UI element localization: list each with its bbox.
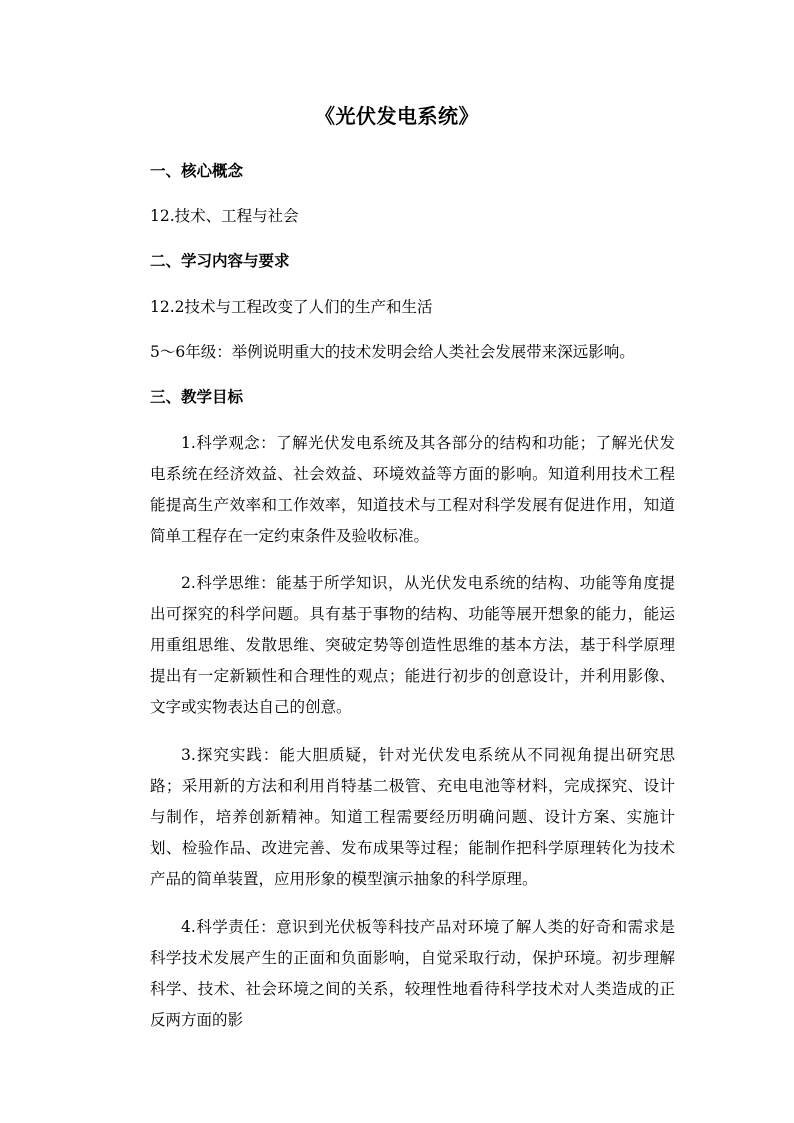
section-heading-core-concept: 一、核心概念 <box>150 161 244 180</box>
goal-paragraph-1: 1.科学观念：了解光伏发电系统及其各部分的结构和功能；了解光伏发电系统在经济效益、社会效益、环境效益等方面的影响。知道利用技术工程能提高生产效率和工作效率，知道技术与工程对科学发展有促进作用，知道简单工程存在一定约束条件及验收标准。 <box>150 434 675 545</box>
learning-content-line-1: 12.2技术与工程改变了人们的生产和生活 <box>150 298 433 316</box>
goal-paragraph-3: 3.探究实践：能大胆质疑，针对光伏发电系统从不同视角提出研究思路；采用新的方法和利用肖特基二极管、充电电池等材料，完成探究、设计与制作，培养创新精神。知道工程需要经历明确问题、设计方案、实施计划、检验作品、改进完善、发布成果等过程；能制作把科学原理转化为技术产品的简单装置，应用形象的模型演示抽象的科学原理。 <box>150 746 675 888</box>
section-heading-learning-content: 二、学习内容与要求 <box>150 251 290 270</box>
goal-paragraph-2: 2.科学思维：能基于所学知识，从光伏发电系统的结构、功能等角度提出可探究的科学问题。具有基于事物的结构、功能等展开想象的能力，能运用重组思维、发散思维、突破定势等创造性思维的基本方法，基于科学原理提出有一定新颖性和合理性的观点；能进行初步的创意设计，并利用影像、文字或实物表达自己的创意。 <box>150 574 675 716</box>
core-concept-text: 12.技术、工程与社会 <box>150 207 299 225</box>
learning-content-line-2: 5～6年级：举例说明重大的技术发明会给人类社会发展带来深远影响。 <box>150 343 635 361</box>
goal-paragraph-4: 4.科学责任：意识到光伏板等科技产品对环境了解人类的好奇和需求是科学技术发展产生的正面和负面影响，自觉采取行动，保护环境。初步理解科学、技术、社会环境之间的关系，较理性地看待科学技术对人类造成的正反两方面的影 <box>150 918 675 1029</box>
document-title: 《光伏发电系统》 <box>315 104 479 128</box>
section-heading-teaching-goals: 三、教学目标 <box>150 387 244 406</box>
